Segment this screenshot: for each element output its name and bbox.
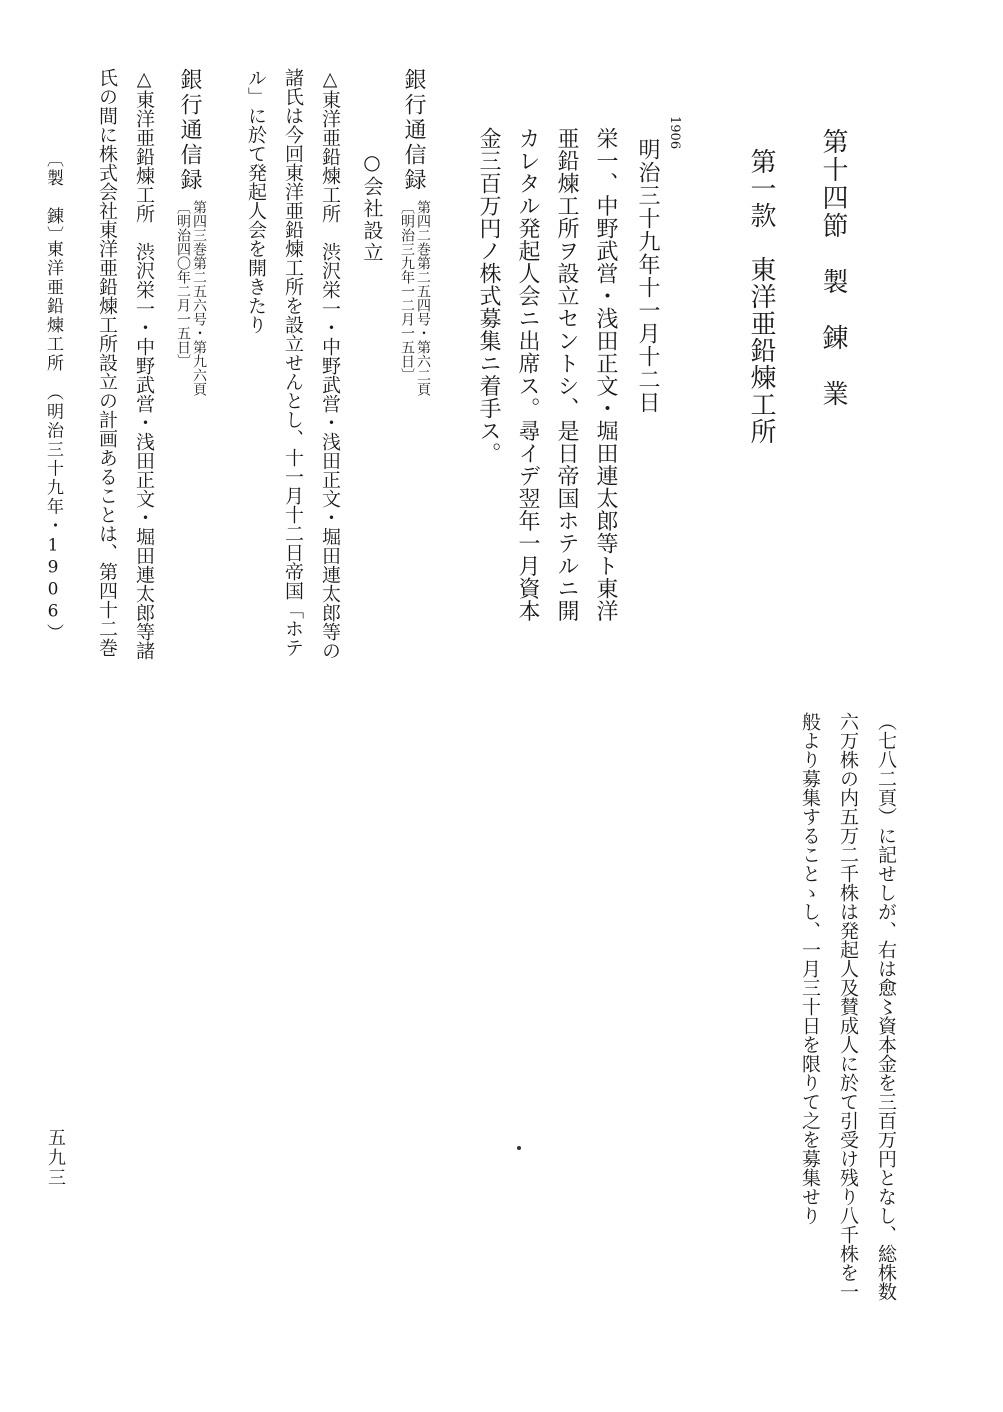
source2-line-2: 氏の間に株式会社東洋亜鉛煉工所設立の計画あることは、第四十二巻: [96, 68, 118, 657]
source1-title: 銀行通信録: [401, 68, 426, 193]
summary-line-2: 亜鉛煉工所ヲ設立セントシ、是日帝国ホテルニ開: [554, 127, 579, 622]
source1-line-2: 諸氏は今回東洋亜鉛煉工所を設立せんとし、十一月十二日帝国「ホテ: [282, 68, 304, 657]
stray-mark: [517, 1146, 521, 1150]
source1-line-1: △東洋亜鉛煉工所 渋沢栄一・中野武営・浅田正文・堀田連太郎等の: [319, 68, 341, 660]
source2-title: 銀行通信録: [177, 68, 202, 193]
section-title: 第十四節 製 錬 業: [818, 128, 848, 408]
page-number: 五九三: [45, 1128, 66, 1188]
source1-ref-line2: 〔明治三九年一二月一五日〕: [399, 200, 415, 382]
entry-date: 明治三十九年十一月十二日: [635, 138, 660, 414]
footer-running-title: 東洋亜鉛煉工所 （明治三十九年・1906）: [43, 240, 63, 643]
footer-category: 〔製 錬〕: [43, 150, 63, 245]
source1-line-3: ル」に於て発起人会を開きたり: [245, 68, 267, 334]
source2-ref-line1: 第四三巻第二五六号・第九六頁: [191, 200, 207, 396]
summary-line-3: カレタル発起人会ニ出席ス。尋イデ翌年一月資本: [515, 127, 540, 622]
source1-heading: ○会社設立: [360, 150, 384, 264]
continuation-line-3: 般より募集することゝし、一月三十日を限りて之を募集せり: [799, 712, 821, 1225]
summary-line-1: 栄一、中野武営・浅田正文・堀田連太郎等ト東洋: [593, 127, 618, 622]
subsection-title: 第一款 東洋亜鉛煉工所: [746, 148, 776, 445]
source1-ref-line1: 第四二巻第二五四号・第六二頁: [415, 200, 431, 396]
year-western: 1906: [667, 116, 682, 150]
source2-ref-line2: 〔明治四〇年二月一五日〕: [175, 200, 191, 368]
continuation-line-1: （七八二頁）に記せしが、右は愈〻資本金を三百万円となし、総株数: [875, 712, 897, 1301]
source2-line-1: △東洋亜鉛煉工所 渋沢栄一・中野武営・浅田正文・堀田連太郎等諸: [133, 68, 155, 660]
summary-line-4: 金三百万円ノ株式募集ニ着手ス。: [476, 127, 501, 465]
continuation-line-2: 六万株の内五万二千株は発起人及賛成人に於て引受け残り八千株を一: [837, 712, 859, 1301]
